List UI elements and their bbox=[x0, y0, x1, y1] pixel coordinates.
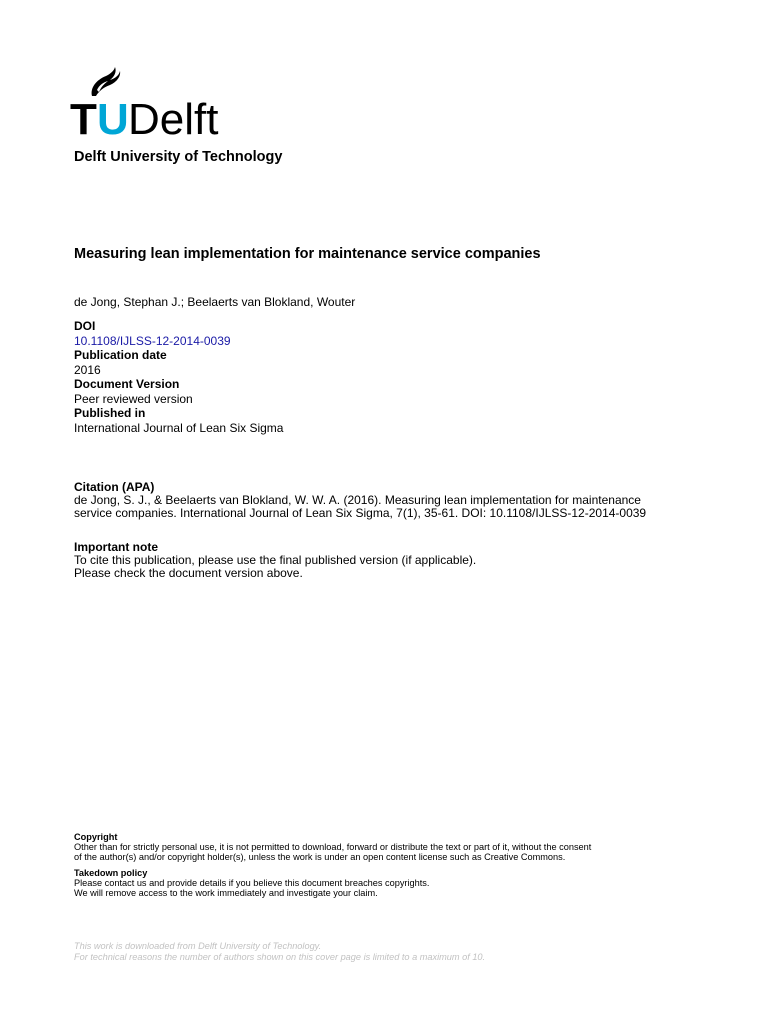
citation-label: Citation (APA) bbox=[74, 480, 155, 494]
citation-section bbox=[74, 480, 714, 519]
copyright-section bbox=[74, 832, 714, 863]
download-notice bbox=[74, 941, 485, 962]
takedown-policy-label: Takedown policy bbox=[74, 868, 148, 878]
takedown-policy-section bbox=[74, 868, 429, 899]
published-in-value: International Journal of Lean Six Sigma bbox=[74, 420, 284, 435]
publication-date-value: 2016 bbox=[74, 362, 101, 377]
citation-line: de Jong, S. J., & Beelaerts van Blokland, W. W. A. (2016). Measuring lean implementation for maintenance bbox=[74, 493, 641, 507]
university-name: Delft University of Technology bbox=[74, 149, 283, 165]
flame-icon bbox=[92, 67, 121, 96]
document-version-label: Document Version bbox=[74, 377, 180, 391]
published-in-label: Published in bbox=[74, 406, 146, 420]
document-version-value: Peer reviewed version bbox=[74, 391, 193, 406]
important-note-section bbox=[74, 541, 476, 579]
important-note-line: Please check the document version above. bbox=[74, 565, 303, 580]
download-notice-line: This work is downloaded from Delft University of Technology. bbox=[74, 941, 322, 951]
logo-letter-t: T bbox=[70, 95, 97, 138]
copyright-line: of the author(s) and/or copyright holder(s), unless the work is under an open content license such as Creative Commons. bbox=[74, 852, 566, 863]
publication-title: Measuring lean implementation for maintenance service companies bbox=[74, 246, 541, 262]
logo-letter-u: U bbox=[97, 95, 129, 138]
takedown-policy-line: We will remove access to the work immediately and investigate your claim. bbox=[74, 888, 378, 899]
publication-metadata bbox=[74, 319, 283, 435]
logo-word-delft: Delft bbox=[128, 95, 219, 138]
tu-delft-logo-graphic bbox=[70, 66, 260, 138]
citation-line: service companies. International Journal of Lean Six Sigma, 7(1), 35-61. DOI: 10.1108/IJLSS-12-2014-0039 bbox=[74, 505, 647, 520]
authors: de Jong, Stephan J.; Beelaerts van Blokland, Wouter bbox=[74, 295, 356, 309]
publication-date-label: Publication date bbox=[74, 348, 167, 362]
copyright-label: Copyright bbox=[74, 832, 118, 842]
download-notice-line: For technical reasons the number of authors shown on this cover page is limited to a maximum of 10. bbox=[74, 951, 486, 962]
takedown-policy-line: Please contact us and provide details if you believe this document breaches copyrights. bbox=[74, 878, 430, 889]
doi-label: DOI bbox=[74, 319, 96, 333]
doi-link[interactable]: 10.1108/IJLSS-12-2014-0039 bbox=[74, 333, 231, 348]
important-note-label: Important note bbox=[74, 540, 158, 554]
copyright-line: Other than for strictly personal use, it is not permitted to download, forward or distribute the text or part of it, without the consent bbox=[74, 842, 592, 853]
important-note-line: To cite this publication, please use the final published version (if applicable). bbox=[74, 553, 477, 567]
tu-delft-logo bbox=[70, 66, 260, 138]
